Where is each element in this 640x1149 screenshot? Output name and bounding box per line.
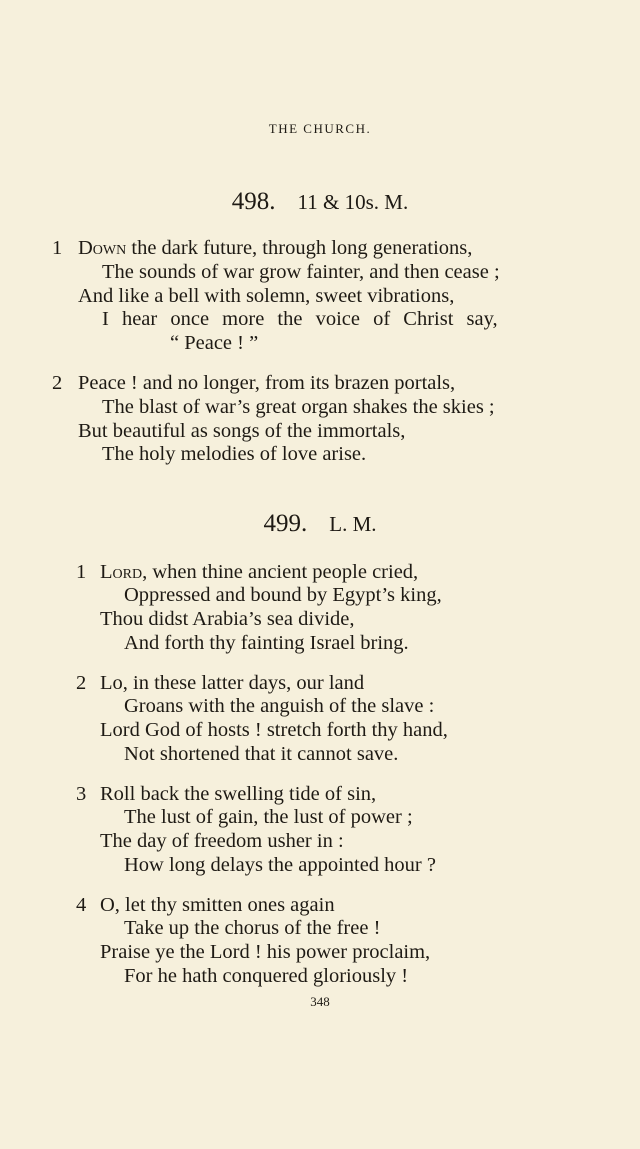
- verse-line: Lord God of hosts ! stretch forth thy hand,: [100, 719, 448, 741]
- hymn-meter: 11 & 10s. M.: [297, 190, 409, 214]
- verse-line: Lo, in these latter days, our land: [100, 672, 365, 694]
- verse-line-text: , when thine ancient people cried,: [142, 561, 419, 583]
- verse-line: But beautiful as songs of the immortals,: [78, 420, 406, 442]
- verse-line: O, let thy smitten ones again: [100, 894, 335, 916]
- hymn-number: 498.: [231, 188, 276, 215]
- stanza-number: 2: [76, 672, 87, 694]
- stanza-number: 2: [52, 372, 63, 394]
- verse-line: Thou didst Arabia’s sea divide,: [100, 608, 355, 630]
- verse-first-word: Lord: [100, 561, 143, 583]
- verse-line: Groans with the anguish of the slave :: [124, 695, 435, 717]
- verse-line: The sounds of war grow fainter, and then cease ;: [102, 261, 500, 283]
- stanza-number: 3: [76, 783, 87, 805]
- verse-line: And like a bell with solemn, sweet vibrations,: [78, 285, 455, 307]
- verse-line-text: the dark future, through long generations,: [126, 237, 473, 259]
- verse-line: Praise ye the Lord ! his power proclaim,: [100, 941, 431, 963]
- verse-line: The lust of gain, the lust of power ;: [124, 806, 413, 828]
- page-number: 348: [310, 994, 330, 1009]
- verse-line: How long delays the appointed hour ?: [124, 854, 436, 876]
- running-head: THE CHURCH.: [268, 121, 372, 136]
- hymn-heading: [0, 510, 640, 538]
- verse-line: [100, 560, 418, 584]
- stanza-number: 1: [52, 237, 63, 259]
- verse-line: [78, 236, 472, 260]
- verse-line: And forth thy fainting Israel bring.: [124, 632, 409, 654]
- verse-line: Oppressed and bound by Egypt’s king,: [124, 584, 442, 606]
- verse-line: Take up the chorus of the free !: [124, 917, 381, 939]
- hymn-heading: [0, 188, 640, 216]
- verse-first-word: Down: [78, 237, 127, 259]
- hymn-meter: L. M.: [329, 512, 377, 536]
- verse-line: I hear once more the voice of Christ say,: [102, 308, 498, 330]
- verse-line: The holy melodies of love arise.: [102, 443, 367, 465]
- verse-line: The blast of war’s great organ shakes the skies ;: [102, 396, 495, 418]
- verse-line: For he hath conquered gloriously !: [124, 965, 409, 987]
- verse-line: The day of freedom usher in :: [100, 830, 344, 852]
- verse-line: Roll back the swelling tide of sin,: [100, 783, 377, 805]
- stanza-number: 4: [76, 894, 87, 916]
- verse-line: “ Peace ! ”: [170, 332, 259, 354]
- stanza-number: 1: [76, 561, 87, 583]
- verse-line: Not shortened that it cannot save.: [124, 743, 399, 765]
- hymn-number: 499.: [263, 510, 308, 537]
- verse-line: Peace ! and no longer, from its brazen portals,: [78, 372, 456, 394]
